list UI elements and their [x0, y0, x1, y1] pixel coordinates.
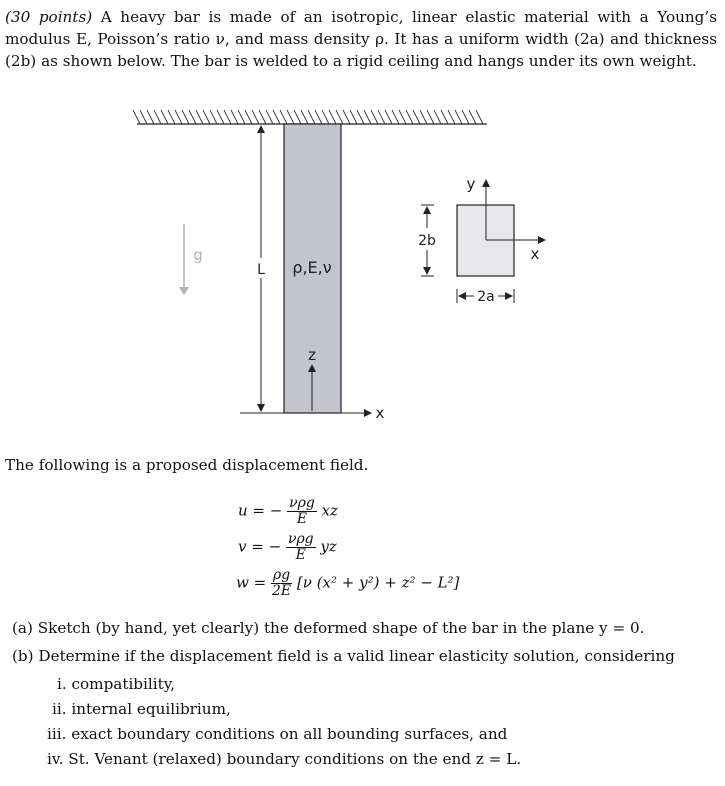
- thickness-label: 2b: [418, 233, 436, 249]
- hatch-mark: [301, 110, 308, 124]
- hatch-mark: [182, 110, 189, 124]
- equation-w: [236, 568, 459, 599]
- hatch-mark: [189, 110, 196, 124]
- hatch-mark: [238, 110, 245, 124]
- hatch-mark: [294, 110, 301, 124]
- hatch-mark: [357, 110, 364, 124]
- hatch-mark: [343, 110, 350, 124]
- hatch-mark: [371, 110, 378, 124]
- eq-w-fraction: [271, 568, 292, 599]
- cs-y-label: y: [466, 175, 476, 193]
- hatch-mark: [406, 110, 413, 124]
- bar-figure: [0, 98, 725, 428]
- hatch-mark: [322, 110, 329, 124]
- hatch-mark: [441, 110, 448, 124]
- eq-v-den: E: [295, 547, 306, 563]
- eq-v-lhs: v = −: [238, 537, 282, 556]
- hatch-mark: [413, 110, 420, 124]
- hatch-mark: [140, 110, 147, 124]
- hatch-mark: [420, 110, 427, 124]
- equation-v: [238, 532, 337, 563]
- eq-u-den: E: [296, 511, 308, 527]
- hatch-mark: [210, 110, 217, 124]
- hatch-mark: [287, 110, 294, 124]
- hatch-mark: [196, 110, 203, 124]
- hatch-mark: [217, 110, 224, 124]
- hatch-mark: [224, 110, 231, 124]
- hatch-mark: [161, 110, 168, 124]
- points-label: (30 points): [5, 8, 93, 26]
- hatch-mark: [469, 110, 476, 124]
- hatch-mark: [147, 110, 154, 124]
- length-label: L: [257, 262, 265, 278]
- hatch-mark: [154, 110, 161, 124]
- part-a: (a) Sketch (by hand, yet clearly) the deformed shape of the bar in the plane y = 0.: [12, 619, 645, 637]
- eq-w-den: 2E: [272, 583, 292, 599]
- hatch-mark: [133, 110, 140, 124]
- part-b-iv: iv. St. Venant (relaxed) boundary conditions on the end z = L.: [47, 750, 522, 768]
- proposed-field-text: The following is a proposed displacement field.: [5, 456, 369, 474]
- part-b: (b) Determine if the displacement field is a valid linear elasticity solution, considering: [12, 647, 675, 665]
- hatch-mark: [315, 110, 322, 124]
- rigid-ceiling: [133, 110, 487, 124]
- equation-u: [238, 496, 338, 527]
- hatch-mark: [329, 110, 336, 124]
- eq-w-lhs: w =: [236, 573, 267, 592]
- hatch-mark: [455, 110, 462, 124]
- eq-w-num: ρg: [272, 567, 291, 583]
- part-b-ii: ii. internal equilibrium,: [52, 700, 231, 718]
- eq-v-rhs: yz: [320, 537, 337, 556]
- hatch-mark: [252, 110, 259, 124]
- hatch-mark: [448, 110, 455, 124]
- hatch-mark: [308, 110, 315, 124]
- eq-w-rhs: [ν (x² + y²) + z² − L²]: [296, 573, 460, 592]
- hatch-mark: [203, 110, 210, 124]
- gravity-label: g: [193, 246, 203, 264]
- hatch-mark: [364, 110, 371, 124]
- z-axis-label: z: [308, 346, 316, 364]
- eq-v-fraction: [286, 532, 316, 563]
- hatch-mark: [245, 110, 252, 124]
- hatch-mark: [168, 110, 175, 124]
- part-b-iii: iii. exact boundary conditions on all bounding surfaces, and: [47, 725, 508, 743]
- width-label: 2a: [477, 289, 495, 305]
- hatch-mark: [350, 110, 357, 124]
- eq-u-num: νρg: [289, 495, 315, 511]
- eq-u-rhs: xz: [321, 501, 338, 520]
- hatch-mark: [476, 110, 483, 124]
- hatch-mark: [266, 110, 273, 124]
- eq-v-num: νρg: [287, 531, 314, 547]
- hatch-mark: [175, 110, 182, 124]
- x-axis-label: x: [375, 404, 385, 422]
- part-b-i: i. compatibility,: [57, 675, 176, 693]
- problem-statement: [5, 6, 717, 72]
- eq-u-lhs: u = −: [238, 501, 283, 520]
- hatch-mark: [273, 110, 280, 124]
- problem-intro: A heavy bar is made of an isotropic, linear elastic material with a Young’s modulus E, Poisson’s ratio ν, and mass density ρ. It has a uniform width (2a) and thickness (2b) as shown below. The bar is welded to a rigid ceiling and hangs under its own weight.: [5, 8, 718, 70]
- hatch-mark: [434, 110, 441, 124]
- hatch-mark: [392, 110, 399, 124]
- hatch-mark: [399, 110, 406, 124]
- eq-u-fraction: [287, 496, 317, 527]
- hatch-mark: [378, 110, 385, 124]
- hatch-mark: [427, 110, 434, 124]
- hatch-mark: [231, 110, 238, 124]
- material-label: ρ,E,ν: [292, 258, 332, 277]
- hatch-mark: [385, 110, 392, 124]
- hatch-mark: [259, 110, 266, 124]
- hatch-mark: [336, 110, 343, 124]
- cs-x-label: x: [530, 245, 540, 263]
- hatch-mark: [462, 110, 469, 124]
- hatch-mark: [280, 110, 287, 124]
